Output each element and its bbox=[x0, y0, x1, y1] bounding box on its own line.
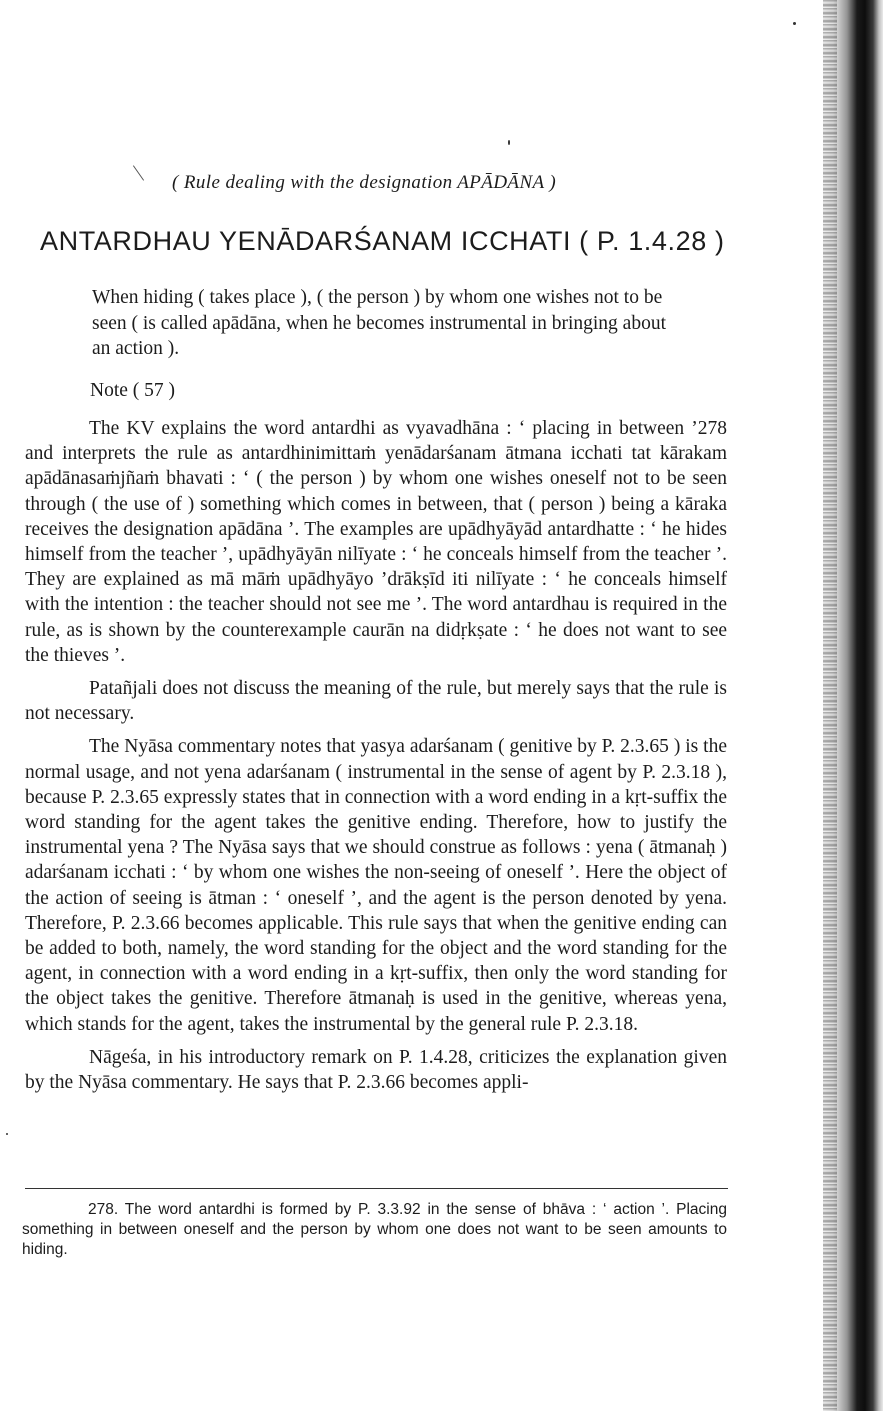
footnote bbox=[22, 1200, 727, 1260]
scan-speck bbox=[508, 140, 510, 145]
paragraph-nagesa: Nāgeśa, in his introductory remark on P. 1.4.28, criticizes the explanation given by the Nyāsa commentary. He says that P. 2.3.66 becomes appli- bbox=[25, 1046, 727, 1094]
paragraph-nyasa: The Nyāsa commentary notes that yasya adarśanam ( genitive by P. 2.3.65 ) is the normal usage, and not yena adarśanam ( instrumental in the sense of agent by P. 2.3.18 ), because P. 2.3.65 expressly states that in connection with a word ending in a kṛt-suffix the word standing for the agent takes the genitive ending. Therefore, how to justify the instrumental yena ? The Nyāsa says that we should construe as follows : yena ( ātmanaḥ ) adarśanam icchati : ‘ by whom one wishes the non-seeing of oneself ’. Here the object of the action of seeing is ātman : ‘ oneself ’, and the agent is the person denoted by yena. Therefore, P. 2.3.66 becomes applicable. This rule says that when the genitive ending can be added to both, namely, the word standing for the object and the word standing for the agent, in connection with a word ending in a kṛt-suffix, then only the word standing for the object takes the genitive. Therefore ātmanaḥ is used in the genitive, whereas yena, which stands for the agent, takes the instrumental by the general rule P. 2.3.18. bbox=[25, 736, 727, 1035]
scan-speck bbox=[6, 1133, 8, 1135]
scan-speck bbox=[793, 22, 796, 25]
footnote-number: 278. bbox=[88, 1201, 119, 1218]
note-label: Note ( 57 ) bbox=[90, 380, 176, 401]
rule-subtitle: ( Rule dealing with the designation APĀDĀNA ) bbox=[172, 172, 557, 193]
spine-scan-texture bbox=[823, 0, 837, 1411]
footnote-text: The word antardhi is formed by P. 3.3.92 in the sense of bhāva : ‘ action ’. Placing something in between oneself and the person by whom one does not want to be seen amounts to hiding. bbox=[22, 1201, 727, 1258]
commentary-body bbox=[25, 416, 727, 1103]
pencil-mark bbox=[133, 165, 144, 180]
footnote-divider bbox=[25, 1188, 728, 1189]
rule-translation: When hiding ( takes place ), ( the person ) by whom one wishes not to be seen ( is called apādāna, when he becomes instrumental in bringing about an action ). bbox=[92, 287, 666, 359]
rule-heading: ANTARDHAU YENĀDARŚANAM ICCHATI ( P. 1.4.28 ) bbox=[40, 226, 725, 256]
paragraph-kv: The KV explains the word antardhi as vyavadhāna : ‘ placing in between ’278 and interprets the rule as antardhinimittaṁ yenādarśanam ātmana icchati tat kārakam apādānasaṁjñaṁ bhavati : ‘ ( the person ) by whom one wishes oneself not to be seen through ( the use of ) something which comes in between, that ( person ) being a kāraka receives the designation apādāna ’. The examples are upādhyāyād antardhatte : ‘ he hides himself from the teacher ’, upādhyāyān nilīyate : ‘ he conceals himself from the teacher ’. They are explained as mā māṁ upādhyāyo ’drākṣīd iti nilīyate : ‘ he conceals himself with the intention : the teacher should not see me ’. The word antardhau is required in the rule, as is shown by the counterexample caurān na didṛkṣate : ‘ he does not want to see the thieves ’. bbox=[25, 418, 727, 666]
paragraph-patanjali: Patañjali does not discuss the meaning of the rule, but merely says that the rule is not necessary. bbox=[25, 678, 727, 725]
